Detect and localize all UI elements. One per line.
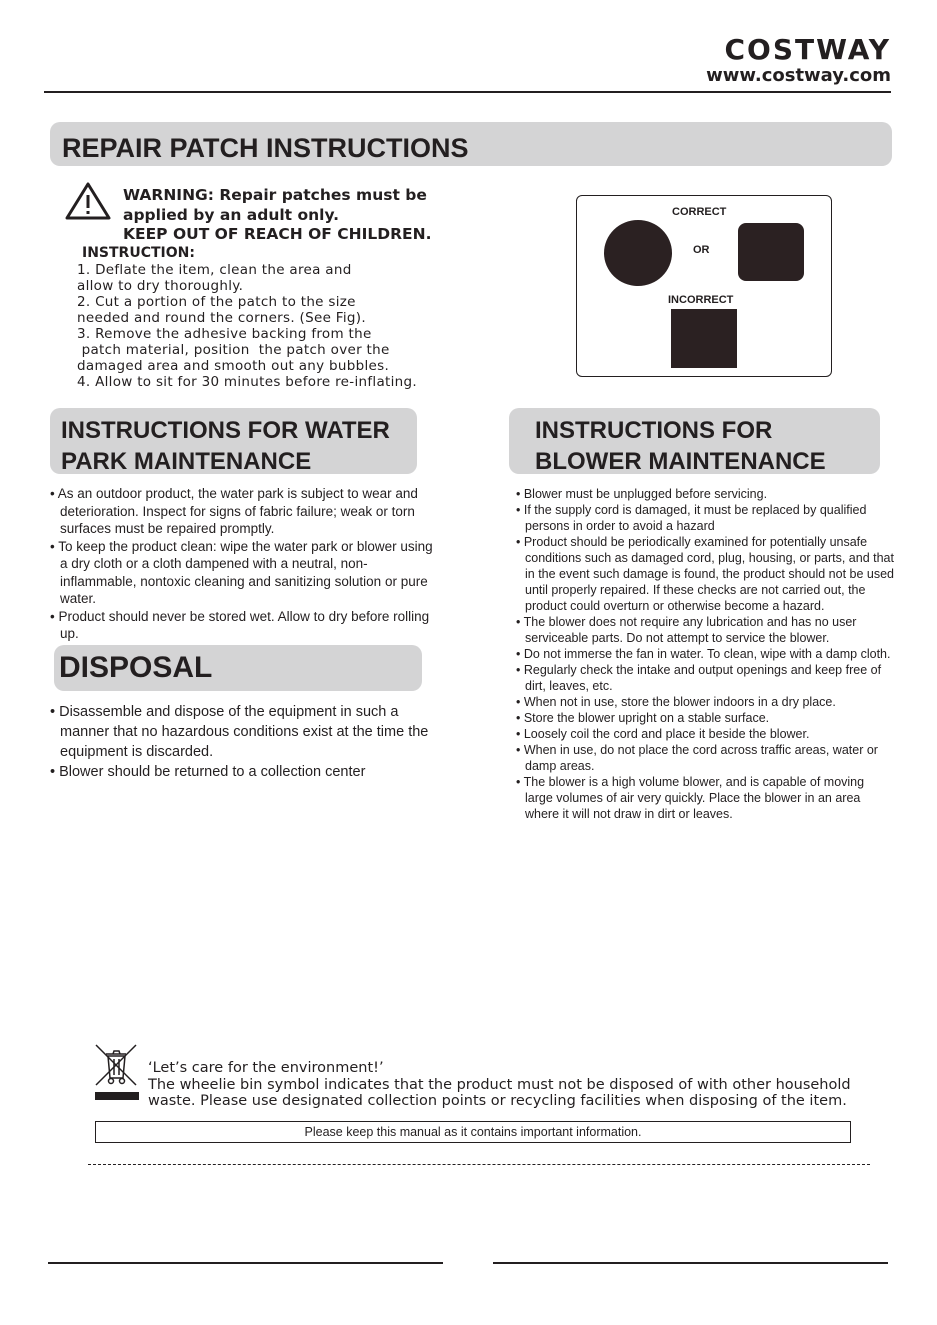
list-item: • Blower should be returned to a collection center xyxy=(50,764,366,780)
water-park-section-title xyxy=(50,408,417,474)
crossed-wheelie-bin-icon xyxy=(93,1042,139,1088)
repair-section-title: REPAIR PATCH INSTRUCTIONS xyxy=(50,122,892,166)
blower-title-line: INSTRUCTIONS FOR xyxy=(535,417,773,444)
blower-section-title xyxy=(509,408,880,474)
brand-url: www.costway.com xyxy=(706,65,891,86)
warning-line: applied by an adult only. xyxy=(123,205,340,224)
brand-logo: COSTWAY xyxy=(724,33,891,66)
figure-label-incorrect: INCORRECT xyxy=(668,294,734,306)
patch-figure xyxy=(576,195,832,377)
list-item: • When in use, do not place the cord across traffic areas, water or damp areas. xyxy=(516,743,878,773)
dashed-divider xyxy=(88,1164,870,1165)
keep-manual-notice: Please keep this manual as it contains important information. xyxy=(95,1121,851,1143)
round-patch-shape xyxy=(604,220,672,286)
list-item: • As an outdoor product, the water park is subject to wear and deterioration. Inspect for signs of fabric failure; weak or torn surfaces must be repaired promptly. xyxy=(50,486,418,536)
water-park-list xyxy=(50,485,435,643)
list-item: • Regularly check the intake and output openings and keep free of dirt, leaves, etc. xyxy=(516,663,882,693)
list-item: • Product should never be stored wet. Allow to dry before rolling up. xyxy=(50,608,430,641)
environment-line: The wheelie bin symbol indicates that the product must not be disposed of with other household xyxy=(148,1076,851,1093)
list-item: • Loosely coil the cord and place it beside the blower. xyxy=(516,727,810,741)
list-item: • Blower must be unplugged before servicing. xyxy=(516,487,768,501)
figure-label-or: OR xyxy=(693,244,710,256)
brand-block xyxy=(706,33,891,86)
blower-title-line: BLOWER MAINTENANCE xyxy=(535,448,826,475)
water-park-title-line: INSTRUCTIONS FOR WATER xyxy=(61,417,390,444)
header-divider xyxy=(44,91,891,93)
list-item: • If the supply cord is damaged, it must be replaced by qualified persons in order to avoid a hazard xyxy=(516,503,867,533)
footer-rule-right xyxy=(493,1262,888,1264)
disposal-section-title: DISPOSAL xyxy=(54,645,422,691)
disposal-list xyxy=(50,702,435,782)
list-item: • Store the blower upright on a stable surface. xyxy=(516,711,770,725)
blower-list xyxy=(516,486,894,822)
list-item: • When not in use, store the blower indoors in a dry place. xyxy=(516,695,836,709)
warning-line: WARNING: Repair patches must be xyxy=(123,186,427,204)
list-item: • The blower does not require any lubrication and has no user serviceable parts. Do not attempt to service the blower. xyxy=(516,615,857,645)
water-park-title-line: PARK MAINTENANCE xyxy=(61,448,312,475)
footer-rule-left xyxy=(48,1262,443,1264)
list-item: • Product should be periodically examined for potentially unsafe conditions such as damaged cord, plug, housing, or parts, and that in the event such damage is found, the product should not be used until properly repaired. If these checks are not carried out, the product could overturn or otherwise become a hazard. xyxy=(516,535,895,613)
environment-line: waste. Please use designated collection points or recycling facilities when disposing of the item. xyxy=(148,1093,847,1109)
list-item: • The blower is a high volume blower, and is capable of moving large volumes of air very quickly. Place the blower in an area where it will not draw in dirt or leaves. xyxy=(516,775,865,821)
warning-text xyxy=(123,186,432,245)
warning-icon xyxy=(64,181,112,221)
rounded-square-patch-shape xyxy=(738,223,804,281)
instruction-steps: 1. Deflate the item, clean the area and allow to dry thoroughly. 2. Cut a portion of the patch to the size needed and round the corners. (See Fig). 3. Remove the adhesive backing from the patch material, position the patch over the damaged area and smooth out any bubbles. 4. Allow to sit for 30 minutes before re-inflating. xyxy=(77,262,417,390)
square-patch-shape xyxy=(671,309,737,368)
bin-underline-bar xyxy=(95,1092,139,1100)
list-item: • To keep the product clean: wipe the water park or blower using a dry cloth or a cloth dampened with a neutral, non-inflammable, nontoxic cleaning and sanitizing solution or pure water. xyxy=(50,538,433,606)
environment-notice xyxy=(148,1060,851,1110)
instruction-heading: INSTRUCTION: xyxy=(82,245,195,261)
list-item: • Do not immerse the fan in water. To clean, wipe with a damp cloth. xyxy=(516,647,891,661)
warning-line: KEEP OUT OF REACH OF CHILDREN. xyxy=(123,225,432,243)
figure-label-correct: CORRECT xyxy=(672,206,727,218)
environment-heading: ‘Let’s care for the environment!’ xyxy=(148,1060,384,1076)
list-item: • Disassemble and dispose of the equipment in such a manner that no hazardous conditions exist at the time the equipment is discarded. xyxy=(50,704,429,760)
